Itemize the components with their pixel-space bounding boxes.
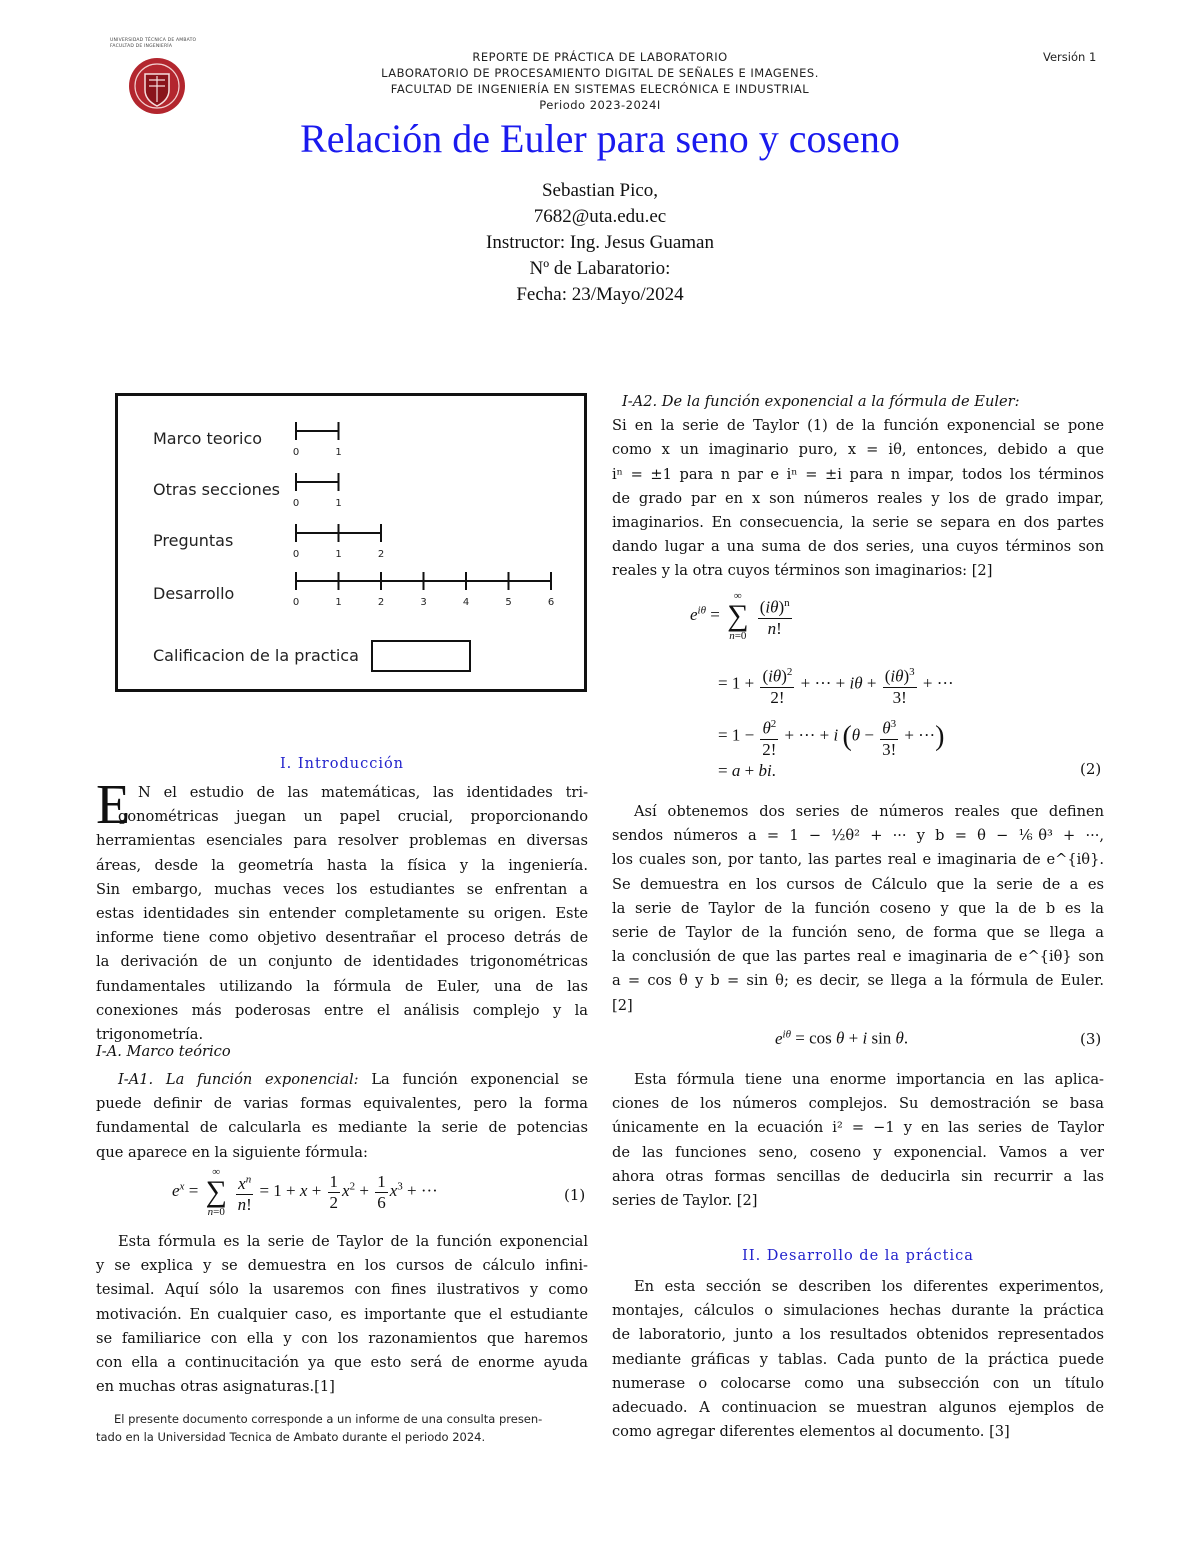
scale-tick-label: 1 [335, 597, 342, 608]
ia2-line: como x un imaginario puro, x = iθ, entonces, debido a que [612, 441, 1104, 459]
after-eq1-line: en muchas otras asignaturas.[1] [96, 1378, 335, 1396]
after-eq2-line: los cuales son, por tanto, las partes real e imaginaria de e^{iθ}. [612, 851, 1104, 869]
after-eq2-line: Así obtenemos dos series de números reales que definen [634, 803, 1104, 820]
page-title: Relación de Euler para seno y coseno [300, 116, 900, 161]
equation-2-number: (2) [1080, 760, 1102, 778]
after-eq2-line: Se demuestra en los cursos de Cálculo que la serie de a es [612, 875, 1104, 893]
ia2-line: iⁿ = ±1 para n par e iⁿ = ±i para n impar, todos los términos [612, 465, 1104, 483]
intro-line: gonométricas juegan un papel crucial, proporcionando [118, 808, 588, 826]
after-eq2-line: [2] [612, 996, 633, 1014]
ia2-line: reales y la otra cuyos términos son imaginarios: [2] [612, 562, 993, 580]
header-line-1: REPORTE DE PRÁCTICA DE LABORATORIO [472, 50, 728, 64]
author-name: Sebastian Pico, [541, 180, 659, 201]
lab-number: Nº de Labaratorio: [529, 258, 671, 279]
intro-line: el estudio de las matemáticas, las identidades tri- [163, 784, 589, 801]
ia2-line: imaginarios. En consecuencia, la serie se separa en dos partes [612, 514, 1104, 532]
grade-row-label: Preguntas [153, 531, 234, 550]
intro-line: trigonometría. [96, 1026, 204, 1044]
final-grade-field[interactable] [371, 640, 471, 672]
after-eq2-line: a = cos θ y b = sin θ; es decir, se llega a la fórmula de Euler. [612, 972, 1104, 990]
grade-row-label: Otras secciones [153, 480, 280, 499]
after-eq1-paragraph [96, 1230, 588, 1399]
drop-cap: E [96, 774, 131, 836]
after-eq3-paragraph [612, 1068, 1104, 1213]
ia2-line: dando lugar a una suma de dos series, una cuyos términos son [612, 538, 1104, 556]
desarrollo-line: En esta sección se describen los diferentes experimentos, [634, 1278, 1104, 1295]
scale-tick-label: 0 [292, 597, 300, 608]
ia1-paragraph [96, 1068, 588, 1165]
after-eq3-line: de las funciones seno, coseno y exponencial. Vamos a ver [612, 1143, 1104, 1161]
intro-line: fundamentales utilizando la fórmula de Euler, una de las [96, 977, 588, 995]
header-line-3: FACULTAD DE INGENIERÍA EN SISTEMAS ELECRÓNICA E INDUSTRIAL [390, 82, 810, 96]
scale-tick-label: 1 [335, 447, 342, 458]
intro-line: informe tiene como objetivo desentrañar el proceso detrás de [96, 929, 588, 947]
header-line-4: Periodo 2023-2024I [539, 98, 661, 112]
ia2-line: de grado par en x son números reales y los de grado impar, [612, 489, 1104, 507]
equation-3-number: (3) [1080, 1030, 1102, 1048]
intro-line: conexiones más poderosas entre el análisis complejo y la [96, 1001, 588, 1019]
after-eq2-paragraph [612, 800, 1104, 1018]
desarrollo-line: montajes, cálculos o simulaciones hechas durante la práctica [612, 1302, 1104, 1320]
intro-line: Sin embargo, muchas veces los estudiantes se enfrentan a [96, 880, 588, 898]
scale-tick-label: 0 [292, 447, 300, 458]
after-eq2-line: la serie de Taylor de la función coseno y que la de b es la [612, 899, 1104, 917]
after-eq1-line: motivación. En cualquier caso, es importante que el estudiante [96, 1305, 588, 1323]
scale-tick-label: 2 [377, 549, 385, 560]
final-grade-label: Calificacion de la practica [153, 646, 359, 665]
ia2-title: I-A2. De la función exponencial a la fórmula de Euler: [622, 393, 1020, 410]
ia1-line: fundamental de calcularla es mediante la serie de potencias [96, 1119, 588, 1137]
header-line-2: LABORATORIO DE PROCESAMIENTO DIGITAL DE SEÑALES E IMAGENES. [381, 66, 819, 80]
desarrollo-line: adecuado. A continuacion se muestran algunos ejemplos de [612, 1399, 1104, 1417]
after-eq3-line: únicamente en la ecuación i² = −1 y en las series de Taylor [612, 1119, 1104, 1137]
after-eq3-line: series de Taylor. [2] [612, 1192, 758, 1210]
desarrollo-paragraph [612, 1275, 1104, 1444]
author-email: 7682@uta.edu.ec [533, 206, 667, 227]
after-eq2-line: sendos números a = 1 − ½θ² + ··· y b = θ − ⅙θ³ + ···, [612, 827, 1104, 845]
desarrollo-line: de laboratorio, junto a los resultados obtenidos representados [612, 1326, 1104, 1344]
section-title-desarrollo: II. Desarrollo de la práctica [742, 1248, 974, 1264]
grading-box [115, 393, 587, 692]
footnote [96, 1410, 588, 1446]
after-eq1-line: y se explica y se demuestra en los cursos de cálculo infini- [96, 1257, 588, 1275]
version-label: Versión 1 [1043, 50, 1097, 64]
after-eq2-line: serie de Taylor de la función seno, de forma que se llega a [612, 924, 1104, 942]
grade-row-label: Desarrollo [153, 584, 235, 603]
desarrollo-line: numerase o colocarse como una subsección con un título [612, 1374, 1104, 1392]
scale-tick-label: 4 [462, 597, 470, 608]
scale-tick-label: 1 [335, 549, 342, 560]
equation-1: $e^x$ = ∞ ∑ n=0 $\frac{x^n}{n!}$ = 1 + x + $\frac{1}{2}$ $x^2$ + $\frac{1}{6}$ $x^3$ + ··· [172, 1166, 438, 1218]
equation-3: $e^{i\theta} = \cos \theta + i$ sin θ. [775, 1028, 909, 1048]
desarrollo-line: mediante gráficas y tablas. Cada punto de la práctica puede [612, 1350, 1104, 1368]
intro-paragraph [96, 774, 589, 1047]
ia1-line: puede definir de varias formas equivalentes, pero la forma [96, 1095, 588, 1113]
footnote-line: El presente documento corresponde a un informe de una consulta presen- [114, 1412, 543, 1426]
instructor: Instructor: Ing. Jesus Guaman [486, 232, 714, 253]
scale-tick-label: 0 [292, 549, 300, 560]
section-title-intro: I. Introducción [279, 756, 405, 772]
scale-tick-label: 5 [505, 597, 512, 608]
scale-tick-label: 0 [292, 498, 300, 509]
after-eq1-line: con ella a continucitación ya que esto será de enorme ayuda [96, 1354, 588, 1372]
ia1-line: La función exponencial se [371, 1071, 588, 1088]
intro-line: herramientas esenciales para resolver problemas en diversas [96, 832, 588, 850]
logo-caption-2: FACULTAD DE INGENIERÍA [110, 44, 173, 49]
after-eq3-line: ciones de los números complejos. Su demostración se basa [612, 1095, 1104, 1113]
after-eq1-line: se familiarice con ella y con los razonamientos que haremos [96, 1329, 588, 1347]
report-date: Fecha: 23/Mayo/2024 [516, 284, 684, 305]
scale-tick-label: 1 [335, 498, 342, 509]
intro-line: la derivación de un conjunto de identidades trigonométricas [96, 953, 588, 971]
grade-row-label: Marco teorico [153, 429, 263, 448]
subsection-marco: I-A. Marco teórico [96, 1043, 231, 1060]
after-eq1-line: tesimal. Aquí sólo la usaremos con fines ilustrativos y como [96, 1281, 588, 1299]
after-eq2-line: la conclusión de que las partes real e imaginaria de e^{iθ} son [612, 948, 1104, 966]
equation-1-number: (1) [564, 1186, 586, 1204]
intro-line: estas identidades sin entender completamente su origen. Este [96, 905, 588, 923]
after-eq3-line: Esta fórmula tiene una enorme importancia en las aplica- [634, 1071, 1104, 1088]
ia1-title: I-A1. La función exponencial: [118, 1071, 359, 1088]
footnote-line: tado en la Universidad Tecnica de Ambato durante el periodo 2024. [96, 1430, 486, 1444]
ia1-line: que aparece en la siguiente fórmula: [96, 1143, 368, 1161]
logo-caption-1: UNIVERSIDAD TÉCNICA DE AMBATO [110, 38, 197, 43]
after-eq3-line: ahora otras formas sencillas de deducirla sin recurrir a las [612, 1167, 1104, 1185]
after-eq1-line: Esta fórmula es la serie de Taylor de la función exponencial [118, 1233, 588, 1250]
scale-tick-label: 6 [547, 597, 555, 608]
ia2-line: Si en la serie de Taylor (1) de la función exponencial se pone [612, 417, 1104, 435]
scale-tick-label: 3 [420, 597, 427, 608]
intro-first-word-rest: N [138, 784, 151, 801]
desarrollo-line: como agregar diferentes elementos al documento. [3] [612, 1423, 1010, 1441]
intro-line: áreas, desde la geometría hasta la física y la ingeniería. [96, 856, 588, 874]
crest-icon [127, 54, 187, 116]
scale-tick-label: 2 [377, 597, 385, 608]
ia2-paragraph [612, 390, 1104, 584]
